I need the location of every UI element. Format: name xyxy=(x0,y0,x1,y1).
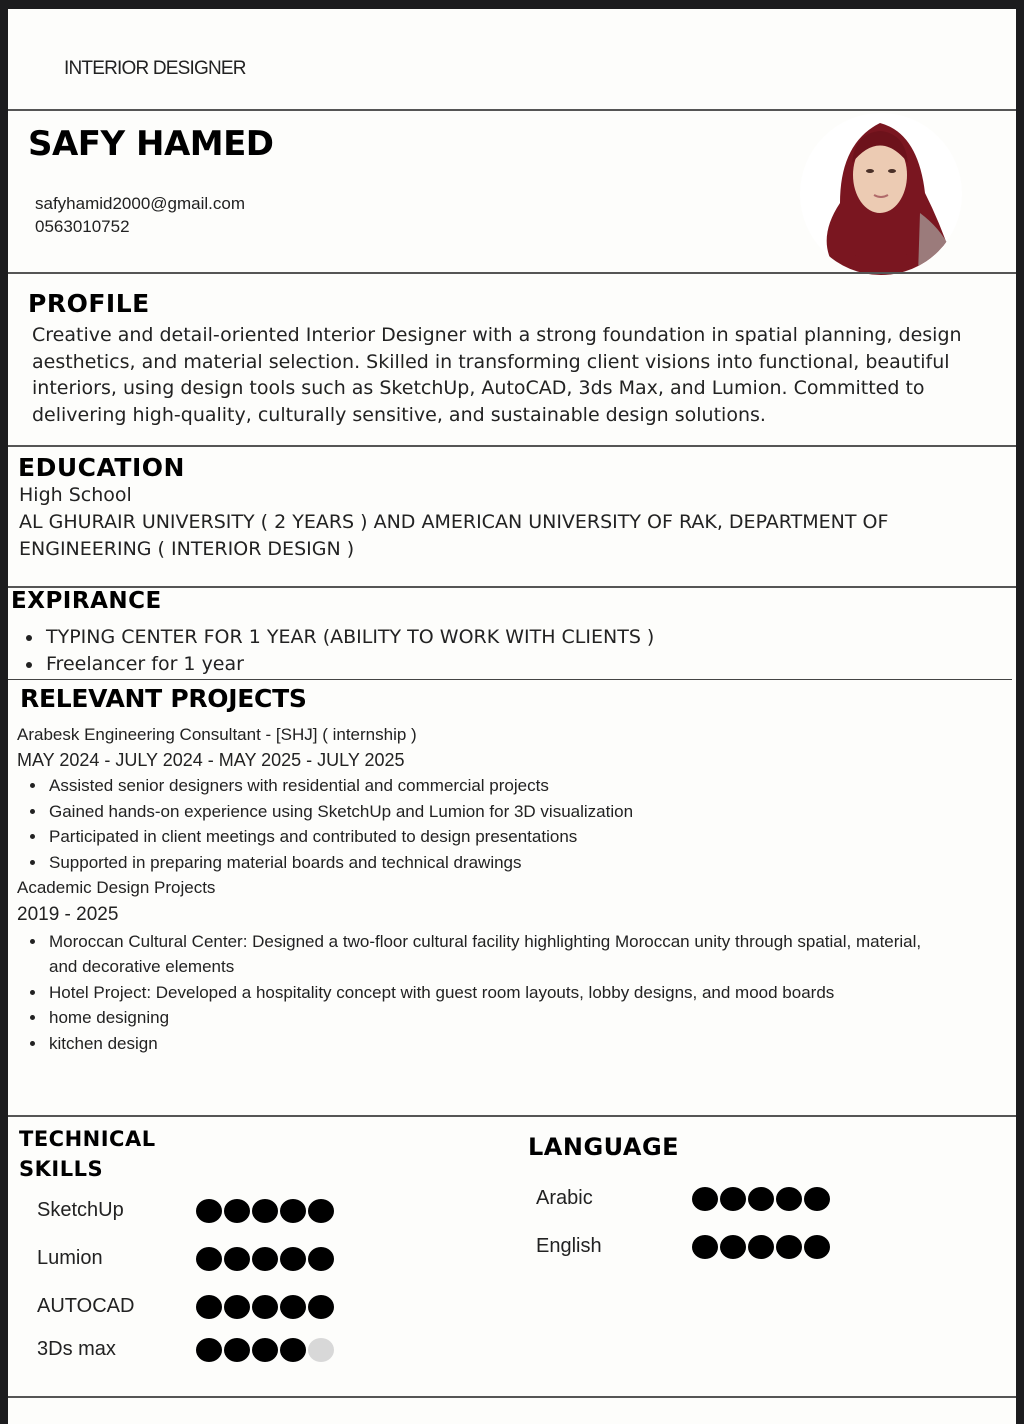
skill-rating xyxy=(196,1247,334,1271)
filled-dot-icon xyxy=(224,1338,250,1362)
skill-name: Lumion xyxy=(37,1247,103,1269)
skills-heading xyxy=(19,1124,156,1184)
projects-heading: RELEVANT PROJECTS xyxy=(20,684,307,713)
projects-content xyxy=(17,722,977,1056)
project-item: • Gained hands-on experience using SketchUp and Lumion for 3D visualization xyxy=(47,799,977,825)
email: safyhamid2000@gmail.com xyxy=(35,194,246,213)
language-rating xyxy=(692,1235,830,1259)
project-dates: MAY 2024 - JULY 2024 - MAY 2025 - JULY 2025 xyxy=(17,749,405,770)
empty-dot-icon xyxy=(308,1338,334,1362)
project-item: • Assisted senior designers with residential and commercial projects xyxy=(47,773,977,799)
filled-dot-icon xyxy=(252,1295,278,1319)
filled-dot-icon xyxy=(720,1235,746,1259)
project-item: • Moroccan Cultural Center: Designed a two-floor cultural facility highlighting Moroccan unity through spatial, material, and decorative elements xyxy=(47,929,927,980)
filled-dot-icon xyxy=(252,1338,278,1362)
project-item: • Supported in preparing material boards and technical drawings xyxy=(47,850,977,876)
skill-rating xyxy=(196,1338,334,1362)
project-item: • kitchen design xyxy=(47,1031,927,1057)
filled-dot-icon xyxy=(308,1247,334,1271)
divider xyxy=(8,1396,1016,1398)
experience-item: • Freelancer for 1 year xyxy=(44,651,654,678)
skill-rating xyxy=(196,1199,334,1223)
education-level: High School xyxy=(19,484,132,506)
project-item: • Hotel Project: Developed a hospitality concept with guest room layouts, lobby designs, and mood boards xyxy=(47,980,927,1006)
filled-dot-icon xyxy=(224,1199,250,1223)
project-title: Academic Design Projects xyxy=(17,878,216,897)
filled-dot-icon xyxy=(196,1199,222,1223)
filled-dot-icon xyxy=(308,1199,334,1223)
project-dates: 2019 - 2025 xyxy=(17,903,119,925)
skills-heading-line: TECHNICAL xyxy=(19,1127,156,1151)
experience-item: • TYPING CENTER FOR 1 YEAR (ABILITY TO WORK WITH CLIENTS ) xyxy=(44,624,654,651)
filled-dot-icon xyxy=(224,1295,250,1319)
filled-dot-icon xyxy=(720,1187,746,1211)
filled-dot-icon xyxy=(224,1247,250,1271)
profile-heading: PROFILE xyxy=(28,289,150,318)
education-heading: EDUCATION xyxy=(18,453,185,482)
filled-dot-icon xyxy=(748,1235,774,1259)
filled-dot-icon xyxy=(280,1247,306,1271)
project-item: • Participated in client meetings and contributed to design presentations xyxy=(47,824,977,850)
profile-text: Creative and detail-oriented Interior Designer with a strong foundation in spatial planning, design aesthetics, and material selection. Skilled in transforming client visions into functional, beautiful interiors, using design tools such as SketchUp, AutoCAD, 3ds Max, and Lumion. Committed to delivering high-quality, culturally sensitive, and sustainable design solutions. xyxy=(32,324,962,426)
filled-dot-icon xyxy=(252,1199,278,1223)
job-title: INTERIOR DESIGNER xyxy=(64,58,246,79)
project-item: • home designing xyxy=(47,1005,927,1031)
skill-name: SketchUp xyxy=(37,1199,124,1221)
skill-name: 3Ds max xyxy=(37,1338,116,1360)
filled-dot-icon xyxy=(776,1187,802,1211)
candidate-name: SAFY HAMED xyxy=(28,124,274,164)
skill-name: AUTOCAD xyxy=(37,1295,135,1317)
filled-dot-icon xyxy=(196,1338,222,1362)
experience-list xyxy=(14,624,654,677)
filled-dot-icon xyxy=(776,1235,802,1259)
language-heading: LANGUAGE xyxy=(528,1133,680,1161)
experience-heading: EXPIRANCE xyxy=(11,588,162,614)
filled-dot-icon xyxy=(196,1247,222,1271)
profile-photo xyxy=(800,113,962,275)
language-name: English xyxy=(536,1235,602,1257)
language-name: Arabic xyxy=(536,1187,593,1209)
filled-dot-icon xyxy=(692,1235,718,1259)
divider xyxy=(8,272,1016,274)
filled-dot-icon xyxy=(280,1338,306,1362)
project-title: Arabesk Engineering Consultant - [SHJ] ( internship ) xyxy=(17,725,417,744)
filled-dot-icon xyxy=(308,1295,334,1319)
filled-dot-icon xyxy=(280,1199,306,1223)
phone: 0563010752 xyxy=(35,217,130,236)
language-rating xyxy=(692,1187,830,1211)
filled-dot-icon xyxy=(252,1247,278,1271)
filled-dot-icon xyxy=(280,1295,306,1319)
education-text: AL GHURAIR UNIVERSITY ( 2 YEARS ) AND AMERICAN UNIVERSITY OF RAK, DEPARTMENT OF ENGINEERING ( INTERIOR DESIGN ) xyxy=(19,511,889,560)
skills-heading-line: SKILLS xyxy=(19,1157,104,1181)
filled-dot-icon xyxy=(804,1235,830,1259)
filled-dot-icon xyxy=(692,1187,718,1211)
filled-dot-icon xyxy=(804,1187,830,1211)
filled-dot-icon xyxy=(196,1295,222,1319)
divider xyxy=(8,445,1016,447)
filled-dot-icon xyxy=(748,1187,774,1211)
divider xyxy=(8,109,1016,111)
divider xyxy=(8,679,1012,680)
skill-rating xyxy=(196,1295,334,1319)
divider xyxy=(8,1115,1016,1117)
